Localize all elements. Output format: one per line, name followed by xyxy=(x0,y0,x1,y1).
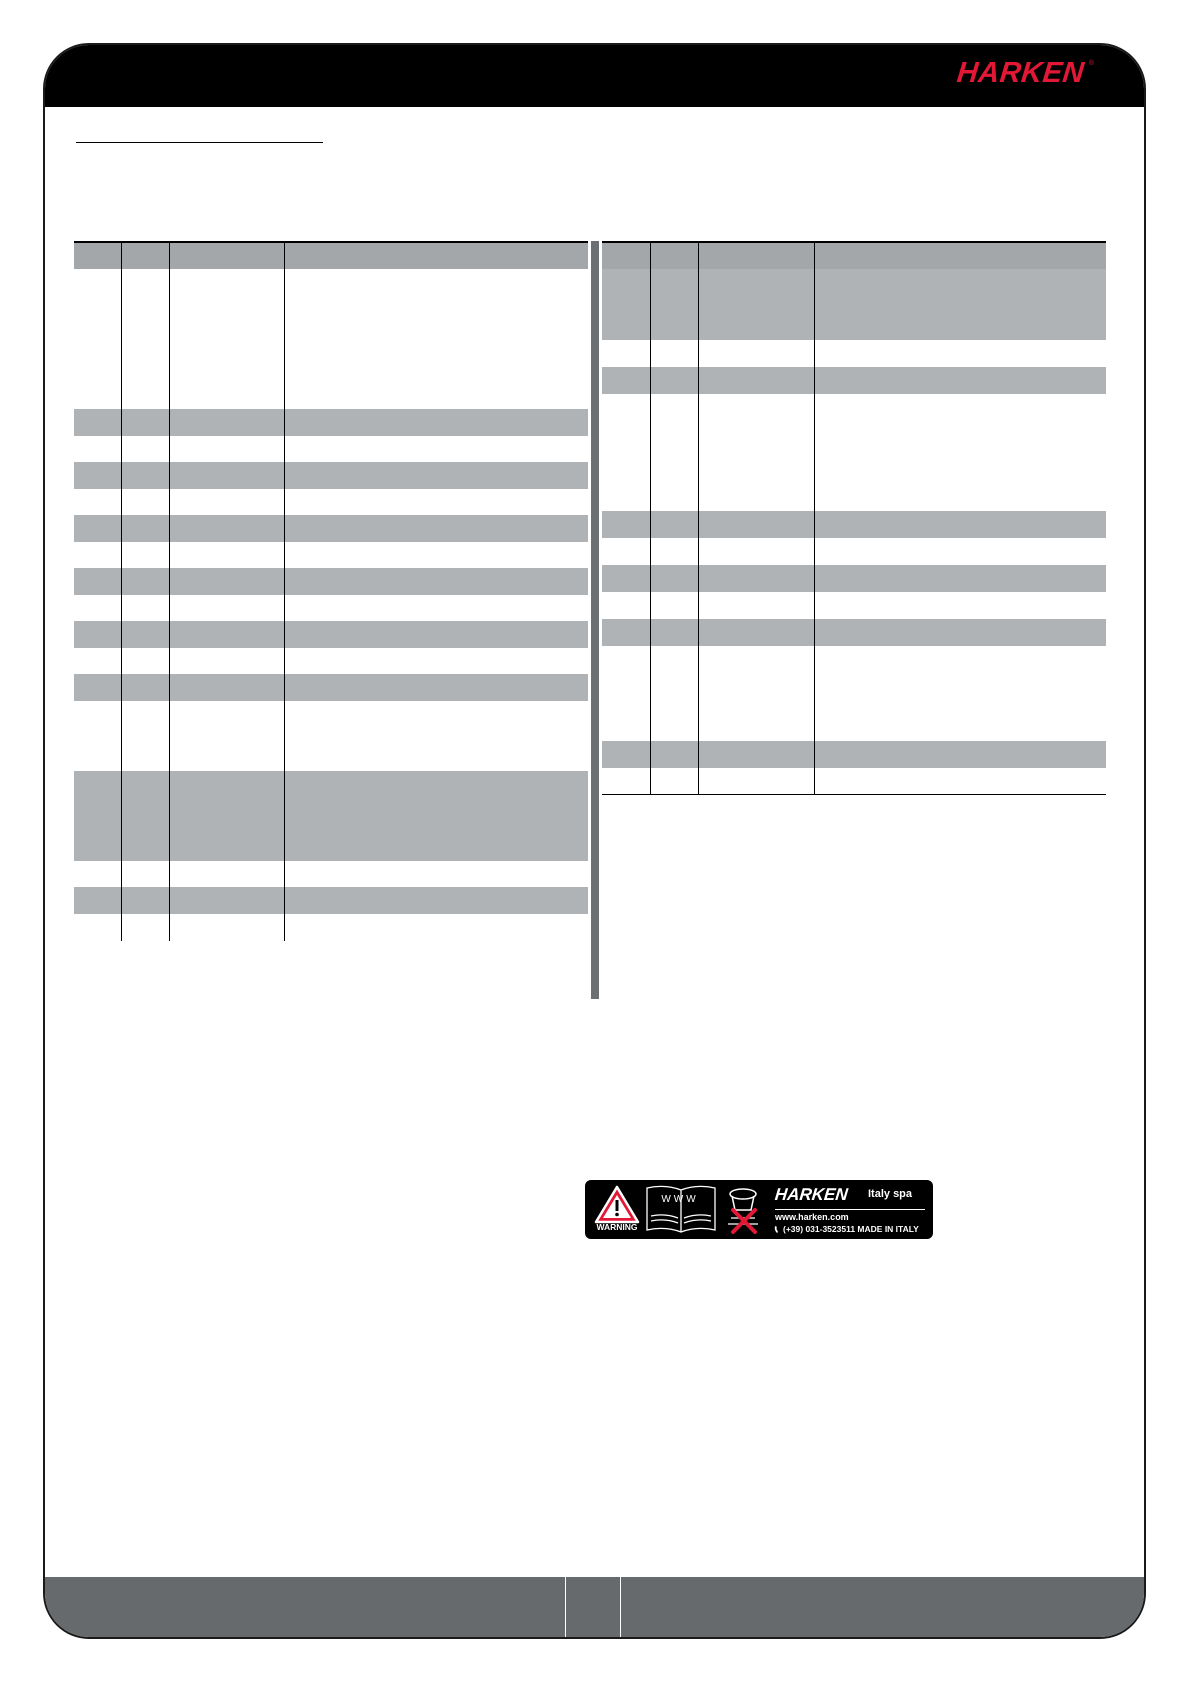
table-row xyxy=(74,674,588,701)
table-row xyxy=(74,436,588,462)
table-row xyxy=(74,515,588,542)
column-separator xyxy=(284,674,285,701)
column-separator xyxy=(284,595,285,621)
column-separator xyxy=(121,701,122,771)
table-row xyxy=(74,595,588,621)
column-separator xyxy=(698,646,699,741)
column-separator xyxy=(169,771,170,861)
column-separator xyxy=(284,269,285,409)
table-column-divider xyxy=(591,241,599,999)
column-separator xyxy=(284,648,285,674)
page-frame xyxy=(43,43,1146,1639)
table-row xyxy=(602,646,1106,741)
column-separator xyxy=(121,243,122,269)
table-row xyxy=(74,269,588,409)
column-separator xyxy=(650,394,651,511)
table-row xyxy=(602,619,1106,646)
badge-brand-subtitle: Italy spa xyxy=(868,1188,913,1200)
header-bar xyxy=(45,45,1144,107)
column-separator xyxy=(698,367,699,394)
badge-url: www.harken.com xyxy=(775,1212,849,1222)
column-separator xyxy=(121,861,122,887)
column-separator xyxy=(284,701,285,771)
column-separator xyxy=(814,269,815,340)
column-separator xyxy=(121,515,122,542)
warning-label: WARNING xyxy=(596,1222,638,1232)
warning-triangle-icon xyxy=(596,1187,638,1222)
column-separator xyxy=(650,340,651,367)
column-separator xyxy=(698,565,699,592)
table-row xyxy=(74,621,588,648)
column-separator xyxy=(650,619,651,646)
column-separator xyxy=(284,542,285,568)
column-separator xyxy=(284,515,285,542)
table-row xyxy=(74,568,588,595)
column-separator xyxy=(169,595,170,621)
table-row xyxy=(602,243,1106,269)
column-separator xyxy=(650,243,651,269)
column-separator xyxy=(284,243,285,269)
table-row xyxy=(602,768,1106,795)
column-separator xyxy=(814,243,815,269)
column-separator xyxy=(169,542,170,568)
column-separator xyxy=(169,436,170,462)
column-separator xyxy=(650,367,651,394)
column-separator xyxy=(169,648,170,674)
column-separator xyxy=(698,243,699,269)
column-separator xyxy=(169,621,170,648)
badge-rule xyxy=(775,1209,925,1210)
section-title-rule xyxy=(76,142,323,143)
www-label: WWW xyxy=(661,1194,699,1205)
table-row xyxy=(74,489,588,515)
parts-table-right xyxy=(602,241,1106,795)
column-separator xyxy=(284,462,285,489)
table-row xyxy=(74,914,588,941)
column-separator xyxy=(698,340,699,367)
column-separator xyxy=(814,619,815,646)
column-separator xyxy=(169,409,170,436)
column-separator xyxy=(284,621,285,648)
column-separator xyxy=(650,269,651,340)
column-separator xyxy=(284,914,285,941)
table-row xyxy=(602,741,1106,768)
column-separator xyxy=(698,511,699,538)
column-separator xyxy=(650,565,651,592)
crossed-out-winch-icon xyxy=(728,1189,758,1232)
column-separator xyxy=(121,595,122,621)
table-row xyxy=(74,243,588,269)
column-separator xyxy=(698,269,699,340)
column-separator xyxy=(169,269,170,409)
column-separator xyxy=(698,538,699,565)
column-separator xyxy=(650,511,651,538)
table-row xyxy=(74,861,588,887)
column-separator xyxy=(284,861,285,887)
table-row xyxy=(602,538,1106,565)
column-separator xyxy=(284,771,285,861)
column-separator xyxy=(814,367,815,394)
footer-bar xyxy=(45,1577,1144,1637)
column-separator xyxy=(121,462,122,489)
column-separator xyxy=(121,436,122,462)
column-separator xyxy=(121,674,122,701)
column-separator xyxy=(169,515,170,542)
table-row xyxy=(602,340,1106,367)
table-row xyxy=(74,701,588,771)
column-separator xyxy=(121,887,122,914)
column-separator xyxy=(814,394,815,511)
column-separator xyxy=(650,592,651,619)
logo-trademark: ® xyxy=(1088,60,1094,67)
column-separator xyxy=(169,674,170,701)
column-separator xyxy=(121,489,122,515)
table-row xyxy=(74,462,588,489)
column-separator xyxy=(284,568,285,595)
column-separator xyxy=(169,914,170,941)
column-separator xyxy=(814,538,815,565)
table-row xyxy=(74,771,588,861)
footer-divider-right xyxy=(620,1577,621,1637)
footer-divider-left xyxy=(565,1577,566,1637)
column-separator xyxy=(698,741,699,768)
parts-table-left xyxy=(74,241,588,941)
column-separator xyxy=(650,768,651,794)
column-separator xyxy=(650,646,651,741)
column-separator xyxy=(814,565,815,592)
column-separator xyxy=(121,269,122,409)
column-separator xyxy=(814,340,815,367)
badge-brand: HARKEN xyxy=(774,1185,849,1204)
column-separator xyxy=(650,741,651,768)
column-separator xyxy=(121,409,122,436)
column-separator xyxy=(698,592,699,619)
table-row xyxy=(602,394,1106,511)
table-row xyxy=(602,367,1106,394)
harken-logo: HARKEN xyxy=(955,57,1086,89)
table-row xyxy=(74,409,588,436)
column-separator xyxy=(169,489,170,515)
table-row xyxy=(602,565,1106,592)
column-separator xyxy=(284,436,285,462)
column-separator xyxy=(169,462,170,489)
table-row xyxy=(74,542,588,568)
column-separator xyxy=(169,243,170,269)
column-separator xyxy=(121,648,122,674)
table-row xyxy=(74,887,588,914)
phone-icon xyxy=(775,1226,778,1233)
column-separator xyxy=(814,646,815,741)
column-separator xyxy=(284,489,285,515)
column-separator xyxy=(169,701,170,771)
table-row xyxy=(602,269,1106,340)
column-separator xyxy=(814,511,815,538)
column-separator xyxy=(814,768,815,794)
column-separator xyxy=(814,592,815,619)
column-separator xyxy=(698,619,699,646)
column-separator xyxy=(284,887,285,914)
column-separator xyxy=(169,861,170,887)
badge-phone-line: (+39) 031-3523511 MADE IN ITALY xyxy=(783,1224,919,1234)
column-separator xyxy=(284,409,285,436)
column-separator xyxy=(698,394,699,511)
column-separator xyxy=(121,914,122,941)
product-label-badge xyxy=(585,1180,933,1239)
column-separator xyxy=(169,887,170,914)
column-separator xyxy=(698,768,699,794)
table-row xyxy=(602,511,1106,538)
column-separator xyxy=(121,771,122,861)
table-row xyxy=(602,592,1106,619)
table-row xyxy=(74,648,588,674)
column-separator xyxy=(650,538,651,565)
column-separator xyxy=(121,542,122,568)
column-separator xyxy=(169,568,170,595)
column-separator xyxy=(121,621,122,648)
column-separator xyxy=(121,568,122,595)
column-separator xyxy=(814,741,815,768)
